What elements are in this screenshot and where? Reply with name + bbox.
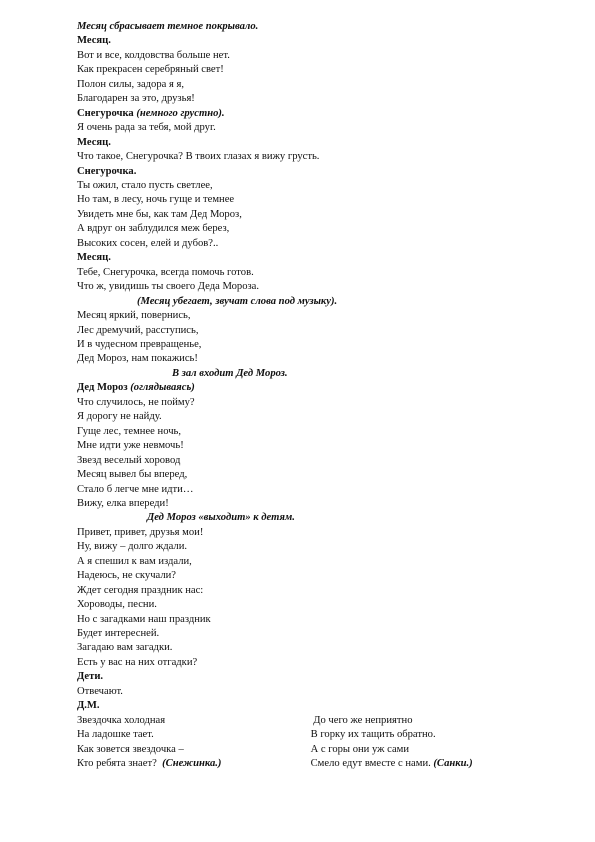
script-line <box>77 121 577 135</box>
riddle-line <box>77 743 308 757</box>
riddle-line <box>311 743 577 757</box>
line-text: Но с загадками наш праздник <box>77 613 211 625</box>
stage-direction <box>77 511 577 525</box>
stage-direction <box>77 295 577 309</box>
line-text: Ну, вижу – долго ждали. <box>77 541 188 553</box>
riddle-text: Кто ребята знает? <box>77 758 160 770</box>
speaker-name <box>77 107 577 121</box>
line-text: Звезд веселый хоровод <box>77 454 181 466</box>
line-text: Месяц. <box>77 136 111 148</box>
line-text: (Месяц убегает, звучат слова под музыку). <box>137 295 338 307</box>
line-text: Дети. <box>77 671 104 683</box>
riddle-text: Смело едут вместе с нами. <box>310 758 434 770</box>
line-text: Надеюсь, не скучали? <box>77 570 176 582</box>
script-line <box>77 352 577 366</box>
script-line <box>77 193 577 207</box>
script-line <box>77 208 577 222</box>
line-text: Стало б легче мне идти… <box>77 483 194 495</box>
line-text: Как прекрасен серебряный свет! <box>77 64 224 76</box>
speaker-name <box>77 670 577 684</box>
script-line <box>77 656 577 670</box>
script-line <box>77 410 577 424</box>
riddle-left <box>77 714 308 772</box>
script-line <box>77 20 577 34</box>
script-line <box>77 309 577 323</box>
line-text: Я очень рада за тебя, мой друг. <box>77 122 216 134</box>
riddle-line <box>311 714 577 728</box>
riddle-line <box>77 714 308 728</box>
script-line <box>77 526 577 540</box>
line-text: Привет, привет, друзья мои! <box>77 526 204 538</box>
line-text: Вот и все, колдовства больше нет. <box>77 49 230 61</box>
line-text: Ждет сегодня праздник нас: <box>77 584 204 596</box>
stage-remark: (немного грустно). <box>133 107 225 119</box>
riddle-line <box>311 757 577 771</box>
riddle-text: До чего же неприятно <box>310 714 413 726</box>
script-line <box>77 439 577 453</box>
speaker-name <box>77 381 577 395</box>
script-line <box>77 454 577 468</box>
line-text: Дед Мороз <box>77 382 128 394</box>
script-line <box>77 627 577 641</box>
line-text: Мне идти уже невмочь! <box>77 440 184 452</box>
script-line <box>77 63 577 77</box>
script-line <box>77 237 577 251</box>
script-line <box>77 613 577 627</box>
line-text: Высоких сосен, елей и дубов?.. <box>77 237 219 249</box>
script-line <box>77 396 577 410</box>
line-text: Ты ожил, стало пусть светлее, <box>77 179 213 191</box>
riddle-line <box>77 757 308 771</box>
line-text: Увидеть мне бы, как там Дед Мороз, <box>77 208 242 220</box>
stage-direction <box>77 367 577 381</box>
script-line <box>77 150 577 164</box>
line-text: В зал входит Дед Мороз. <box>172 367 288 379</box>
script-line <box>77 483 577 497</box>
line-text: А вдруг он заблудился меж берез, <box>77 223 230 235</box>
stage-remark: (оглядываясь) <box>127 382 195 394</box>
script-line <box>77 598 577 612</box>
riddle-line <box>311 728 577 742</box>
script-line <box>77 540 577 554</box>
script-line <box>77 468 577 482</box>
line-text: Тебе, Снегурочка, всегда помочь готов. <box>77 266 254 278</box>
line-text: Месяц. <box>77 252 111 264</box>
speaker-name <box>77 34 577 48</box>
line-text: Полон силы, задора я я, <box>77 78 185 90</box>
script-line <box>77 497 577 511</box>
line-text: Снегурочка. <box>77 165 137 177</box>
line-text: Месяц сбрасывает темное покрывало. <box>77 21 259 32</box>
script-line <box>77 280 577 294</box>
script-line <box>77 78 577 92</box>
script-line <box>77 569 577 583</box>
script-line <box>77 49 577 63</box>
speaker-name <box>77 699 577 713</box>
script-line <box>77 338 577 352</box>
riddles-two-columns <box>77 714 577 772</box>
line-text: Отвечают. <box>77 685 123 697</box>
line-text: Дед Мороз «выходит» к детям. <box>147 512 295 524</box>
line-text: Что случилось, не пойму? <box>77 396 195 408</box>
line-text: Гуще лес, темнее ночь, <box>77 425 182 437</box>
line-text: А я спешил к вам издали, <box>77 555 192 567</box>
line-text: Есть у вас на них отгадки? <box>77 656 198 668</box>
riddle-text: Звездочка холодная <box>77 714 166 726</box>
play-script <box>77 20 577 772</box>
riddle-text: Как зовется звездочка – <box>77 743 184 755</box>
line-text: Месяц вывел бы вперед, <box>77 469 188 481</box>
speaker-name <box>77 251 577 265</box>
line-text: Д.М. <box>77 700 100 712</box>
line-text: Но там, в лесу, ночь гуще и темнее <box>77 194 235 206</box>
riddle-line <box>77 728 308 742</box>
script-line <box>77 324 577 338</box>
line-text: Снегурочка <box>77 107 134 119</box>
line-text: Месяц. <box>77 35 111 47</box>
riddle-text: В горку их тащить обратно. <box>310 729 436 741</box>
script-line <box>77 584 577 598</box>
line-text: Загадаю вам загадки. <box>77 642 173 654</box>
line-text: Благодарен за это, друзья! <box>77 93 195 105</box>
riddle-text: А с горы они уж сами <box>310 743 410 755</box>
script-line <box>77 425 577 439</box>
script-line <box>77 179 577 193</box>
line-text: Месяц яркий, повернись, <box>77 310 191 322</box>
line-text: Я дорогу не найду. <box>77 411 162 423</box>
script-line <box>77 266 577 280</box>
riddle-right <box>308 714 577 772</box>
riddle-text: На ладошке тает. <box>77 729 154 741</box>
script-line <box>77 222 577 236</box>
line-text: Хороводы, песни. <box>77 599 157 611</box>
script-line <box>77 555 577 569</box>
speaker-name <box>77 136 577 150</box>
line-text: Будет интересней. <box>77 628 160 640</box>
speaker-name <box>77 165 577 179</box>
script-line <box>77 685 577 699</box>
riddle-answer: (Санки.) <box>433 758 473 770</box>
line-text: Что такое, Снегурочка? В твоих глазах я вижу грусть. <box>77 151 320 163</box>
script-line <box>77 92 577 106</box>
line-text: Что ж, увидишь ты своего Деда Мороза. <box>77 281 260 293</box>
riddle-answer: (Снежинка.) <box>159 758 222 770</box>
line-text: Вижу, елка впереди! <box>77 497 169 509</box>
line-text: И в чудесном превращенье, <box>77 338 202 350</box>
line-text: Дед Мороз, нам покажись! <box>77 353 198 365</box>
line-text: Лес дремучий, расступись, <box>77 324 199 336</box>
script-line <box>77 641 577 655</box>
